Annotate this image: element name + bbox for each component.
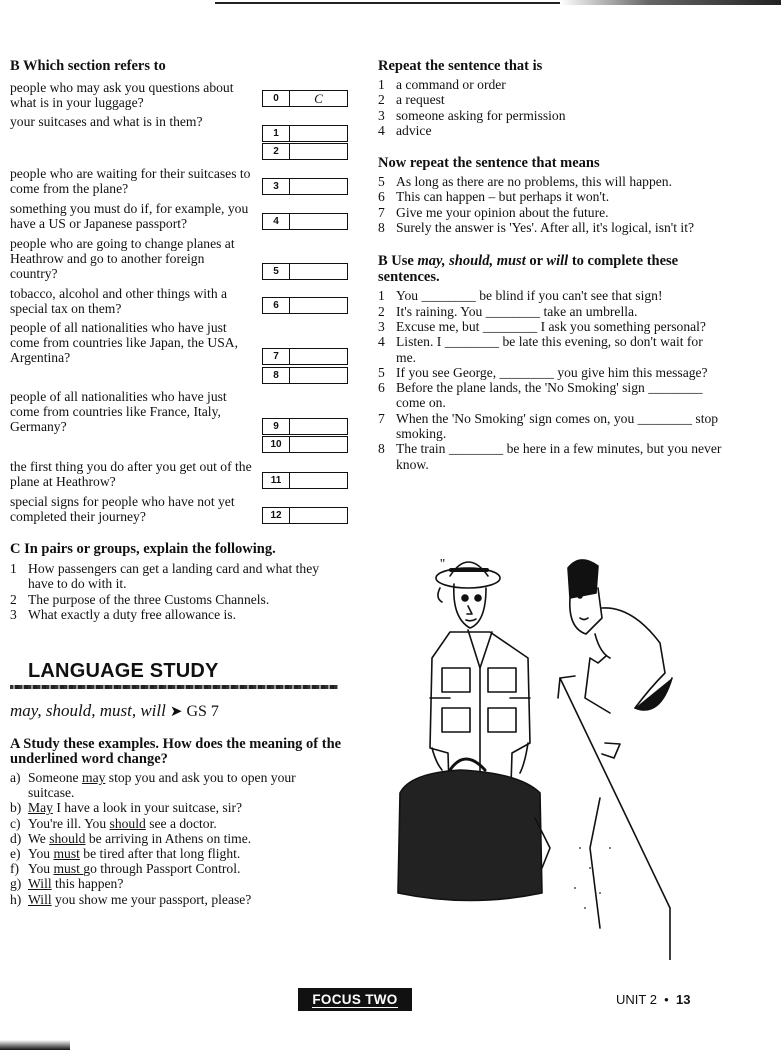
list-item: 2 The purpose of the three Customs Channels. — [10, 591, 270, 607]
language-study-title: LANGUAGE STUDY — [28, 660, 219, 682]
answer-box[interactable]: 9 — [262, 418, 348, 435]
answer-field[interactable] — [290, 508, 347, 523]
example-item: a) Someone may stop you and ask you to open your suitcase. — [10, 770, 296, 801]
exercise-item: 4 Listen. I ________ be late this evening, so don't wait for me. — [378, 334, 703, 365]
list-item: 5 As long as there are no problems, this will happen. — [378, 174, 672, 190]
answer-field[interactable] — [290, 349, 347, 364]
answer-field[interactable] — [290, 264, 347, 279]
list-item: 2 a request — [378, 92, 445, 108]
repeat-heading-1: Repeat the sentence that is — [378, 58, 543, 74]
section-c — [10, 541, 340, 622]
example-item: b) May I have a look in your suitcase, sir? — [10, 800, 243, 816]
answer-box[interactable]: 5 — [262, 263, 348, 280]
officer-hair — [568, 560, 598, 598]
section-b-left-heading: B Which section refers to — [10, 58, 166, 74]
example-item: d) We should be arriving in Athens on time. — [10, 830, 252, 846]
list-item: 6 This can happen – but perhaps it won't. — [378, 189, 610, 205]
list-item: 4 advice — [378, 122, 432, 138]
list-item: 3 someone asking for permission — [378, 107, 566, 123]
question-item: your suitcases and what is in them? — [10, 114, 203, 129]
arrow-right-icon: ➤ — [169, 704, 183, 720]
answer-field[interactable] — [290, 368, 347, 383]
answer-box[interactable]: 12 — [262, 507, 348, 524]
left-column — [10, 58, 350, 75]
exercise-item: 7 When the 'No Smoking' sign comes on, you ________ stop smoking. — [378, 410, 719, 442]
exercise-item: 2 It's raining. You ________ take an umbrella. — [378, 303, 638, 319]
question-item: people who may ask you questions about what is in your luggage? — [10, 80, 234, 110]
repeat-heading-2: Now repeat the sentence that means — [378, 155, 600, 172]
question-item: something you must do if, for example, you have a US or Japanese passport? — [10, 201, 249, 231]
answer-box[interactable]: 7 — [262, 348, 348, 365]
example-item: f) You must go through Passport Control. — [10, 861, 241, 877]
language-study-a — [10, 737, 345, 907]
customs-cartoon-illustration — [370, 548, 700, 960]
answer-box[interactable]: 3 — [262, 178, 348, 195]
question-item: tobacco, alcohol and other things with a special tax on them? — [10, 286, 228, 316]
answer-field[interactable] — [290, 473, 347, 488]
section-b-right-heading: B Use may, should, must or will to complete these sentences. — [378, 253, 679, 286]
section-a-heading: A Study these examples. How does the meaning of the underlined word change? — [10, 736, 342, 767]
answer-field[interactable] — [290, 214, 347, 229]
focus-two-logo: FOCUS TWO — [298, 988, 412, 1011]
answer-box[interactable]: 4 — [262, 213, 348, 230]
bottom-scan-shadow — [0, 1040, 70, 1050]
answer-box[interactable]: 8 — [262, 367, 348, 384]
answer-field[interactable] — [290, 437, 347, 452]
list-item: 1 How passengers can get a landing card and what they have to do with it. — [10, 561, 320, 592]
grammar-ref: GS 7 — [186, 703, 219, 720]
list-item: 8 Surely the answer is 'Yes'. After all, it's logical, isn't it? — [378, 220, 694, 236]
section-c-heading: C In pairs or groups, explain the following. — [10, 541, 276, 557]
answer-box[interactable]: 1 — [262, 125, 348, 142]
exercise-item: 8 The train ________ be here in a few minutes, but you never know. — [378, 441, 722, 472]
answer-box[interactable]: 0 C — [262, 90, 348, 107]
question-item: people who are waiting for their suitcases to come from the plane? — [10, 166, 251, 196]
language-study-rule — [10, 685, 338, 689]
answer-field[interactable] — [290, 144, 347, 159]
example-item: h) Will you show me your passport, please? — [10, 891, 252, 907]
list-item: 7 Give me your opinion about the future. — [378, 204, 609, 220]
list-item: 1 a command or order — [378, 77, 506, 92]
answer-box[interactable]: 2 — [262, 143, 348, 160]
example-item: g) Will this happen? — [10, 876, 124, 892]
right-column — [378, 58, 723, 472]
svg-text:'': '' — [440, 557, 446, 572]
top-scan-rule-fade — [560, 0, 781, 5]
question-item: people who are going to change planes at Heathrow and go to another foreign country? — [10, 236, 235, 281]
page-number: UNIT 2 • 13 — [616, 992, 691, 1007]
question-item: the first thing you do after you get out of the plane at Heathrow? — [10, 459, 252, 489]
answer-field[interactable]: C — [314, 91, 323, 106]
section-b-left-list — [10, 80, 350, 530]
answer-field[interactable] — [290, 298, 347, 313]
example-item: c) You're ill. You should see a doctor. — [10, 815, 217, 831]
answer-field[interactable] — [290, 126, 347, 141]
answer-box[interactable]: 6 — [262, 297, 348, 314]
traveller-bag — [398, 770, 542, 901]
exercise-item: 3 Excuse me, but ________ I ask you something personal? — [378, 318, 706, 334]
language-study-subtitle: may, should, must, will ➤ GS 7 — [10, 701, 219, 720]
question-item: people of all nationalities who have just come from countries like Japan, the USA, Argentina? — [10, 320, 239, 365]
list-item: 3 What exactly a duty free allowance is. — [10, 606, 236, 622]
answer-field[interactable] — [290, 179, 347, 194]
example-item: e) You must be tired after that long flight. — [10, 846, 241, 862]
desk-edge — [560, 678, 670, 960]
exercise-item: 6 Before the plane lands, the 'No Smoking' sign ________ come on. — [378, 380, 703, 411]
question-item: people of all nationalities who have just come from countries like France, Italy, Germany? — [10, 389, 227, 434]
answer-field[interactable] — [290, 419, 347, 434]
exercise-item: 5 If you see George, ________ you give him this message? — [378, 364, 708, 380]
answer-box[interactable]: 11 — [262, 472, 348, 489]
question-item: special signs for people who have not yet completed their journey? — [10, 494, 235, 524]
answer-box[interactable]: 10 — [262, 436, 348, 453]
exercise-item: 1 You ________ be blind if you can't see that sign! — [378, 288, 663, 304]
